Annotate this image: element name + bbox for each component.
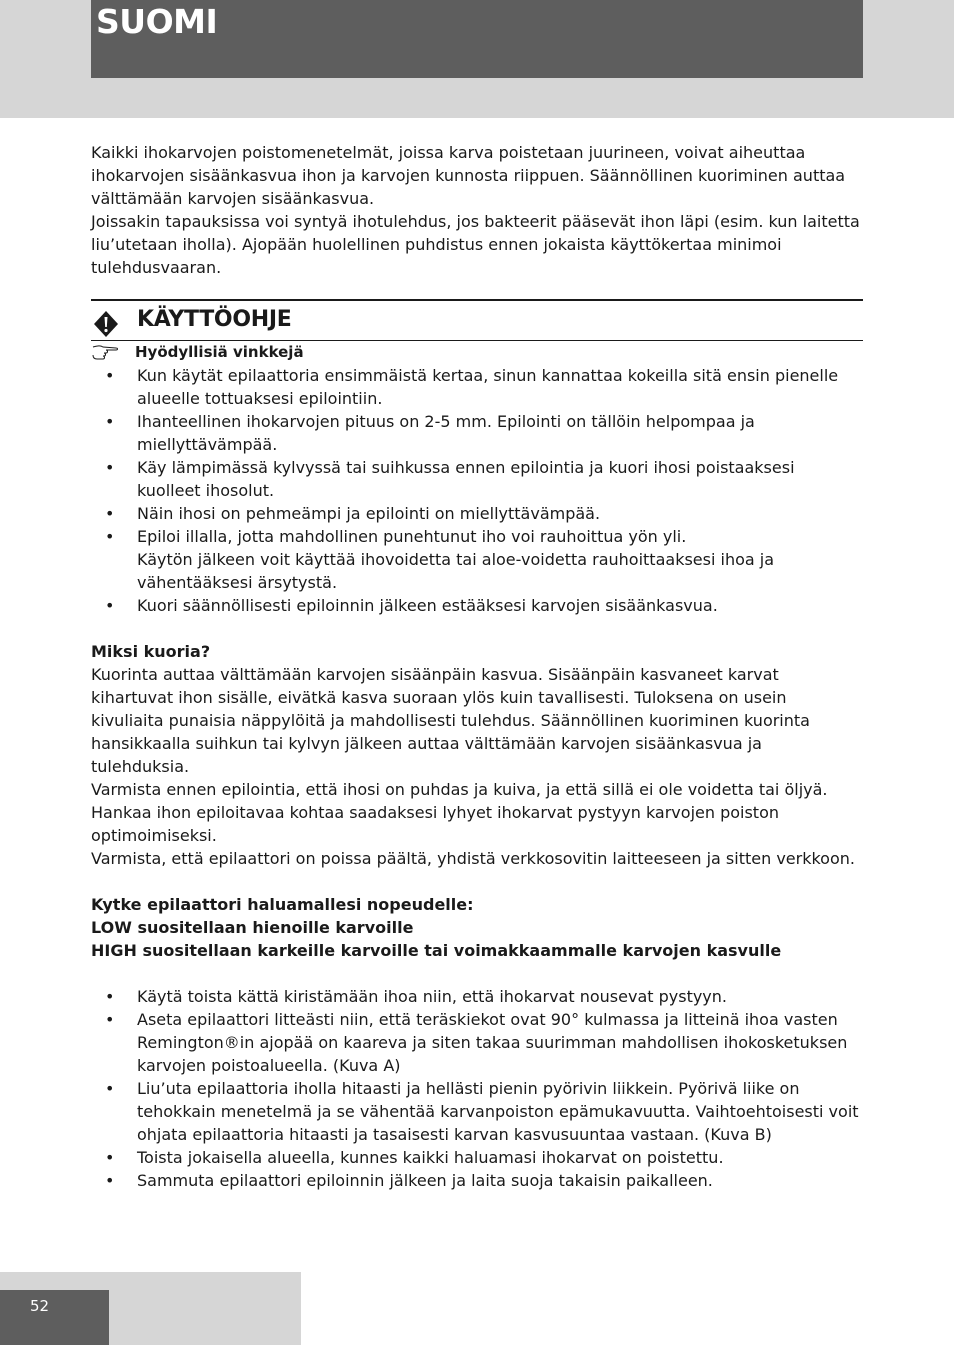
list-item-text: Käytä toista kättä kiristämään ihoa niin, että ihokarvat nousevat pystyyn. (137, 987, 727, 1006)
exfoliate-heading: Miksi kuoria? (91, 642, 211, 661)
list-item (91, 456, 863, 502)
list-item-text: Epiloi illalla, jotta mahdollinen punehtunut iho voi rauhoittua yön yli. (137, 527, 687, 546)
list-item (91, 502, 863, 525)
bullet: • (105, 987, 115, 1006)
exfoliate-paragraph-2: Varmista ennen epilointia, että ihosi on puhdas ja kuiva, ja että sillä ei ole voidetta tai öljyä. (91, 780, 828, 799)
list-item-extra-text: Käytön jälkeen voit käyttää ihovoidetta tai aloe-voidetta rauhoittaaksesi ihoa ja vähentääksesi ärsytystä. (137, 550, 775, 592)
page-title: SUOMI (96, 2, 218, 41)
list-item (91, 1008, 863, 1077)
list-item (91, 364, 863, 410)
list-item (91, 1077, 863, 1146)
intro-paragraph-2: Joissakin tapauksissa voi syntyä ihotulehdus, jos bakteerit pääsevät ihon läpi (esim. kun laitetta liu’utetaan iholla). Ajopään huolellinen puhdistus ennen jokaista käyttökertaa minimoi tulehdusvaaran. (91, 212, 860, 277)
list-item-text: Aseta epilaattori litteästi niin, että teräskiekot ovat 90° kulmassa ja litteinä ihoa vasten Remington®in ajopää on kaareva ja siten takaa suurimman mahdollisen ihokosketuksen karvojen poistoalueella. (Kuva A) (137, 1010, 848, 1075)
bullet: • (105, 1171, 115, 1190)
bullet: • (105, 596, 115, 615)
bullet: • (105, 527, 115, 546)
exfoliate-paragraph-3: Hankaa ihon epiloitavaa kohtaa saadaksesi lyhyet ihokarvat pystyyn karvojen poiston optimoimiseksi. (91, 803, 780, 845)
tips-list (91, 364, 863, 617)
main-content (91, 141, 863, 1192)
list-item (91, 525, 863, 594)
bullet: • (105, 504, 115, 523)
list-item (91, 594, 863, 617)
bullet: • (105, 412, 115, 431)
list-item-text: Näin ihosi on pehmeämpi ja epilointi on miellyttävämpää. (137, 504, 601, 523)
exfoliate-paragraph-4: Varmista, että epilaattori on poissa päältä, yhdistä verkkosovitin laitteeseen ja sitten verkkoon. (91, 849, 855, 868)
tips-label: Hyödyllisiä vinkkejä (135, 343, 304, 361)
bullet: • (105, 1079, 115, 1098)
speed-line-1: Kytke epilaattori haluamallesi nopeudelle: (91, 895, 474, 914)
list-item (91, 1169, 863, 1192)
section-header (91, 301, 863, 341)
list-item-text: Toista jokaisella alueella, kunnes kaikki haluamasi ihokarvat on poistettu. (137, 1148, 724, 1167)
intro-paragraph-1: Kaikki ihokarvojen poistomenetelmät, joissa karva poistetaan juurineen, voivat aiheuttaa ihokarvojen sisäänkasvua ihon ja karvojen kunnosta riippuen. Säännöllinen kuoriminen auttaa välttämään karvojen sisäänkasvua. (91, 143, 846, 208)
bullet: • (105, 366, 115, 385)
steps-list (91, 985, 863, 1192)
bullet: • (105, 1010, 115, 1029)
list-item-text: Käy lämpimässä kylvyssä tai suihkussa ennen epilointia ja kuori ihosi poistaaksesi kuolleet ihosolut. (137, 458, 795, 500)
list-item-text: Liu’uta epilaattoria iholla hitaasti ja hellästi pienin pyörivin liikkein. Pyörivä liike on tehokkain menetelmä ja se vähentää karvanpoiston epämukavuutta. Vaihtoehtoisesti voit ohjata epilaattoria hitaasti ja tasaisesti karvan kasvusuuntaa vastaan. (Kuva B) (137, 1079, 859, 1144)
list-item-text: Ihanteellinen ihokarvojen pituus on 2-5 mm. Epilointi on tällöin helpompaa ja miellyttävämpää. (137, 412, 755, 454)
page-number: 52 (30, 1297, 50, 1315)
warning-diamond-icon (91, 310, 121, 338)
list-item-text: Kun käytät epilaattoria ensimmäistä kertaa, sinun kannattaa kokeilla sitä ensin pienelle alueelle tottuaksesi epilointiin. (137, 366, 839, 408)
list-item (91, 985, 863, 1008)
bullet: • (105, 1148, 115, 1167)
tips-heading (91, 341, 863, 364)
bullet: • (105, 458, 115, 477)
section-title: KÄYTTÖOHJE (137, 307, 292, 332)
exfoliate-paragraph-1: Kuorinta auttaa välttämään karvojen sisäänpäin kasvua. Sisäänpäin kasvaneet karvat kihartuvat ihon sisälle, eivätkä kasva suoraan ylös kuin tavallisesti. Tuloksena on usein kivuliaita punaisia näppylöitä ja mahdollisesti tulehdus. Säännöllinen kuoriminen kuorinta hansikkaalla suihkun tai kylvyn jälkeen auttaa välttämään karvojen sisäänkasvua ja tulehduksia. (91, 665, 810, 776)
page-number-box (0, 1290, 109, 1345)
list-item-text: Kuori säännöllisesti epiloinnin jälkeen estääksesi karvojen sisäänkasvua. (137, 596, 718, 615)
pointing-hand-icon (91, 343, 119, 361)
title-bar (91, 0, 863, 78)
list-item (91, 410, 863, 456)
speed-line-3: HIGH suositellaan karkeille karvoille tai voimakkaammalle karvojen kasvulle (91, 941, 782, 960)
list-item-text: Sammuta epilaattori epiloinnin jälkeen ja laita suoja takaisin paikalleen. (137, 1171, 713, 1190)
speed-line-2: LOW suositellaan hienoille karvoille (91, 918, 414, 937)
list-item (91, 1146, 863, 1169)
